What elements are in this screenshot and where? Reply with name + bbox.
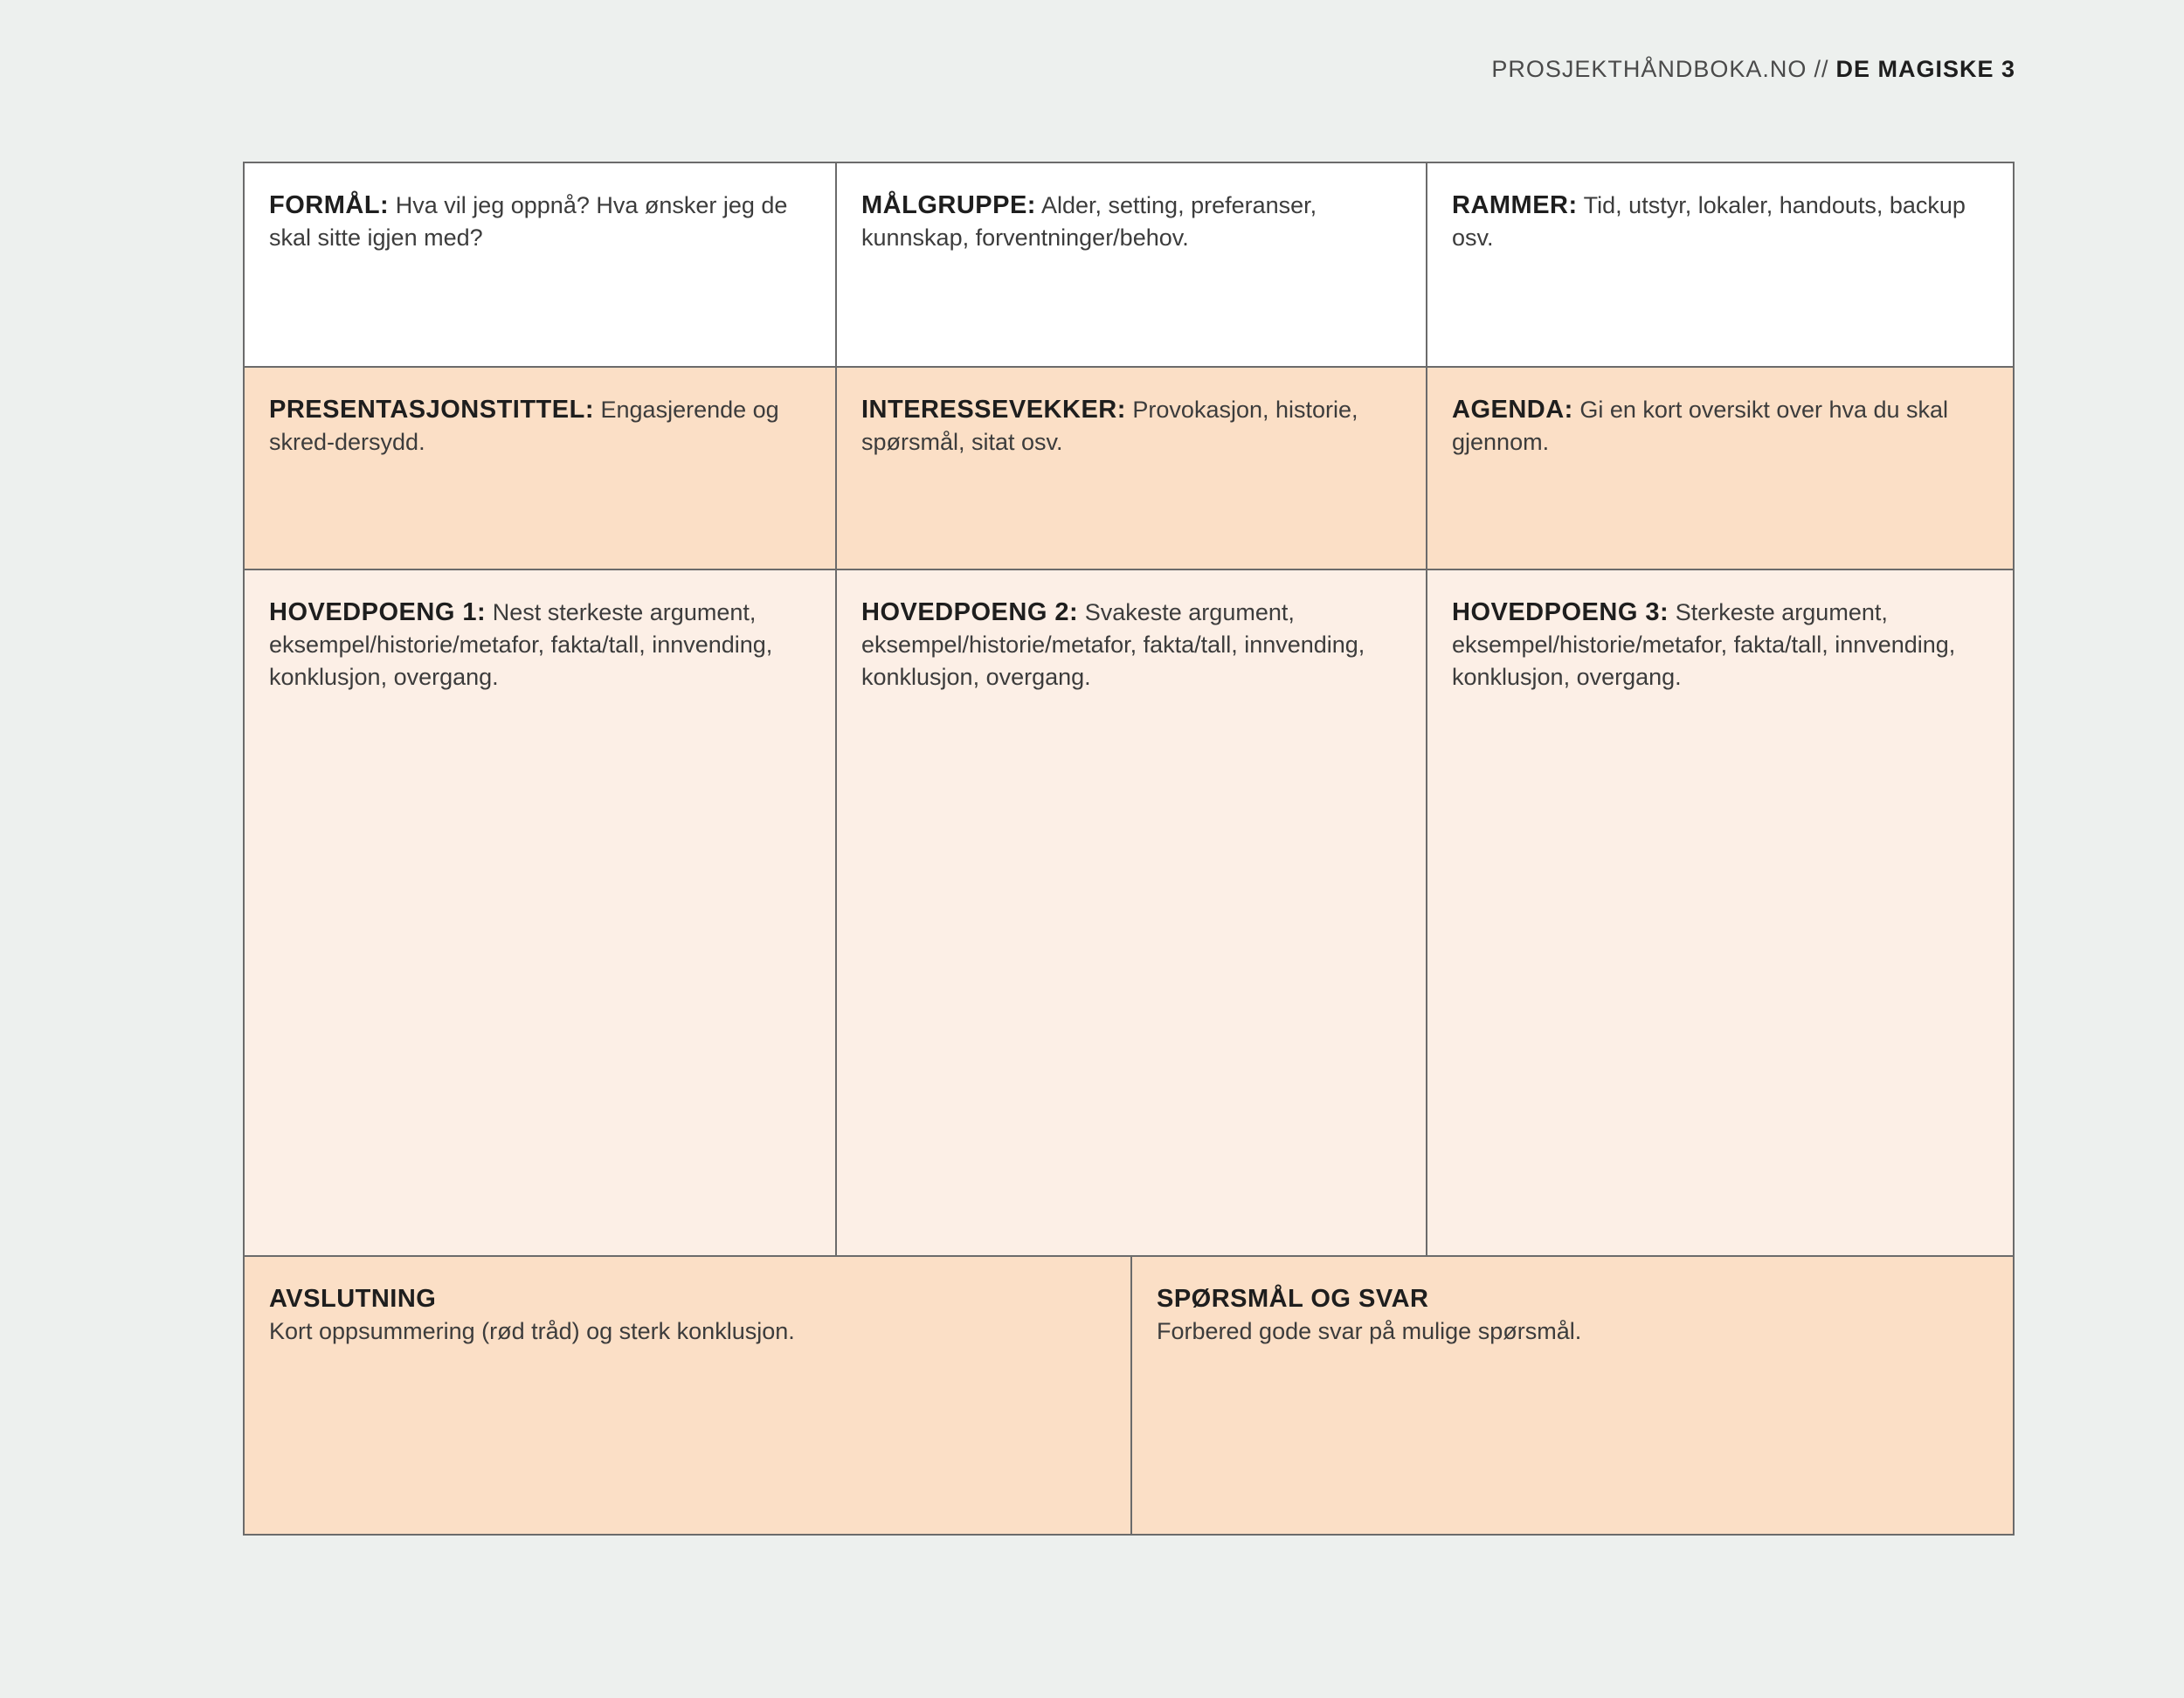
cell-sporsmal-og-svar[interactable] xyxy=(1130,1255,2013,1534)
page-header xyxy=(1491,56,2015,83)
cell-text: Forbered gode svar på mulige spørsmål. xyxy=(1157,1318,1582,1344)
cell-text: Kort oppsummering (rød tråd) og sterk konklusjon. xyxy=(269,1318,795,1344)
document-title: DE MAGISKE 3 xyxy=(1835,56,2015,82)
cell-label: INTERESSEVEKKER: xyxy=(861,396,1126,424)
cell-text: Svakeste argument, eksempel/historie/metafor, fakta/tall, innvending, konklusjon, overgang. xyxy=(861,599,1365,690)
cell-label: PRESENTASJONSTITTEL: xyxy=(269,396,594,424)
cell-text: Provokasjon, historie, spørsmål, sitat osv. xyxy=(861,397,1358,455)
cell-text: Tid, utstyr, lokaler, handouts, backup osv. xyxy=(1452,192,1966,251)
site-name: PROSJEKTHÅNDBOKA.NO xyxy=(1491,56,1807,82)
cell-avslutning[interactable] xyxy=(245,1255,1130,1534)
cell-text: Gi en kort oversikt over hva du skal gjennom. xyxy=(1452,397,1949,455)
cell-hovedpoeng-1[interactable] xyxy=(245,569,835,1255)
cell-text: Alder, setting, preferanser, kunnskap, forventninger/behov. xyxy=(861,192,1317,251)
header-separator: // xyxy=(1814,56,1829,82)
cell-rammer[interactable] xyxy=(1426,163,2013,366)
cell-agenda[interactable] xyxy=(1426,366,2013,569)
cell-label: AGENDA: xyxy=(1452,396,1573,424)
cell-text: Hva vil jeg oppnå? Hva ønsker jeg de skal sitte igjen med? xyxy=(269,192,788,251)
cell-label: FORMÅL: xyxy=(269,191,390,219)
planning-grid xyxy=(243,162,2015,1536)
cell-hovedpoeng-2[interactable] xyxy=(835,569,1426,1255)
cell-label: AVSLUTNING xyxy=(269,1285,437,1313)
cell-text: Engasjerende og skred-dersydd. xyxy=(269,397,779,455)
cell-label: HOVEDPOENG 2: xyxy=(861,598,1079,626)
cell-label: RAMMER: xyxy=(1452,191,1578,219)
cell-label: HOVEDPOENG 1: xyxy=(269,598,487,626)
cell-text: Sterkeste argument, eksempel/historie/metafor, fakta/tall, innvending, konklusjon, overgang. xyxy=(1452,599,1956,690)
cell-label: MÅLGRUPPE: xyxy=(861,191,1036,219)
cell-label: SPØRSMÅL OG SVAR xyxy=(1157,1285,1429,1313)
cell-label: HOVEDPOENG 3: xyxy=(1452,598,1669,626)
cell-text: Nest sterkeste argument, eksempel/historie/metafor, fakta/tall, innvending, konklusjon, overgang. xyxy=(269,599,773,690)
cell-hovedpoeng-3[interactable] xyxy=(1426,569,2013,1255)
cell-malgruppe[interactable] xyxy=(835,163,1426,366)
cell-interessevekker[interactable] xyxy=(835,366,1426,569)
cell-formal[interactable] xyxy=(245,163,835,366)
cell-presentasjonstittel[interactable] xyxy=(245,366,835,569)
